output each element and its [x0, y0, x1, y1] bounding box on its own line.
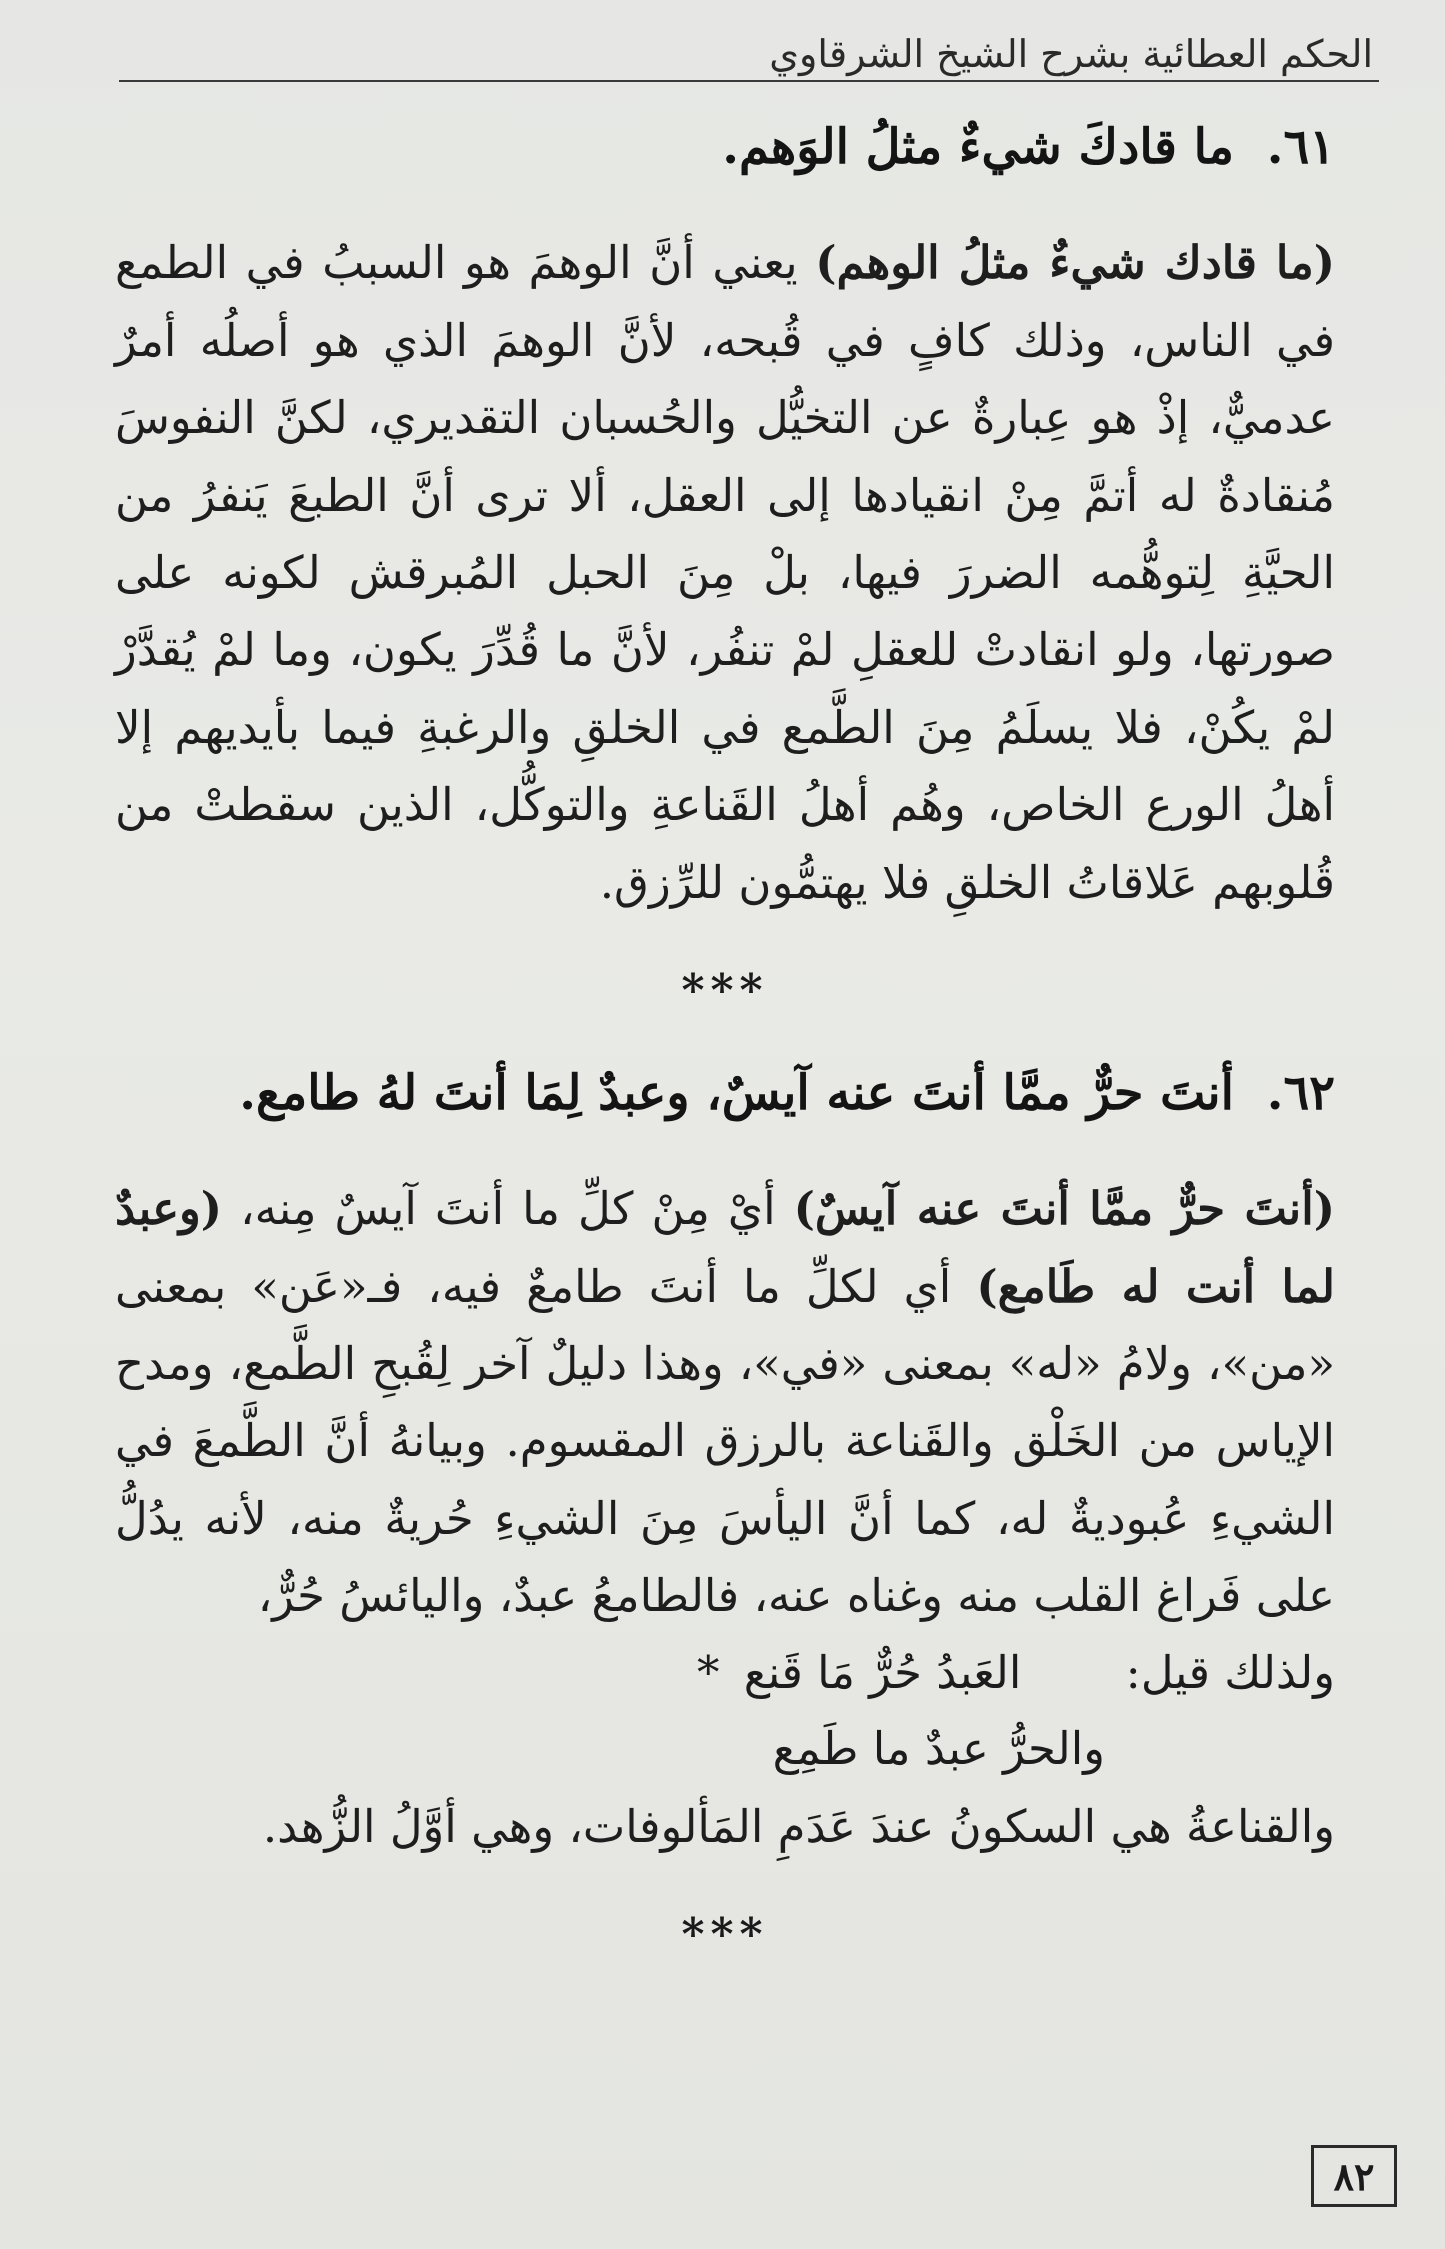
- header-rule: [119, 80, 1379, 82]
- commentary-text: أيْ مِنْ كلِّ ما أنتَ آيسٌ مِنه،: [240, 1182, 776, 1236]
- commentary-text-2: أي لكلِّ ما أنتَ طامعٌ فيه، فـ«عَن» بمعنى «من»، ولامُ «له» بمعنى «في»، وهذا دليلٌ آخر لِقُبحِ الطَّمع، ومدح الإياس من الخَلْق والقَناعة بالرزق المقسوم. وبيانهُ أنَّ الطَّمعَ في الشيءِ عُبوديةٌ له، كما أنَّ اليأسَ مِنَ الشيءِ حُريةٌ منه، لأنه يدُلُّ على فَراغ القلب منه وغناه عنه، فالطامعُ عبدٌ، واليائسُ حُرٌّ،: [115, 1259, 1335, 1623]
- verse-intro: ولذلك قيل:: [1125, 1645, 1335, 1699]
- aphorism-text: ما قادكَ شيءٌ مثلُ الوَهم.: [722, 119, 1234, 175]
- commentary-61: [115, 224, 1335, 921]
- aphorism-number: ٦١.: [1266, 119, 1335, 175]
- commentary-62: [115, 1170, 1335, 1634]
- commentary-quote: (ما قادك شيءٌ مثلُ الوهم): [815, 236, 1335, 290]
- section-separator-end: ***: [681, 1909, 769, 1961]
- running-header: الحكم العطائية بشرح الشيخ الشرقاوي: [769, 32, 1373, 76]
- verse-first-half: العَبدُ حُرٌّ مَا قَنع: [743, 1645, 1022, 1699]
- aphorism-61: [115, 110, 1335, 184]
- section-separator: ***: [681, 964, 769, 1016]
- aphorism-number: ٦٢.: [1266, 1064, 1335, 1121]
- verse-second-half: والحرُّ عبدٌ ما طَمِع: [772, 1722, 1105, 1776]
- commentary-quote-2: (وعبدٌ لما أنت له طَامع): [115, 1182, 1335, 1313]
- commentary-quote: (أنتَ حرٌّ ممَّا أنتَ عنه آيسٌ): [793, 1182, 1335, 1236]
- verse-line: [115, 1635, 1335, 1712]
- aphorism-text: أنتَ حرٌّ ممَّا أنتَ عنه آيسٌ، وعبدٌ لِمَا أنتَ لهُ طامع.: [239, 1064, 1234, 1121]
- closing-paragraph: والقناعةُ هي السكونُ عندَ عَدَمِ المَألوفات، وهي أوَّلُ الزُّهد.: [262, 1799, 1335, 1853]
- verse-separator: *: [696, 1645, 720, 1699]
- commentary-text: يعني أنَّ الوهمَ هو السببُ في الطمع في الناس، وذلك كافٍ في قُبحه، لأنَّ الوهمَ الذي هو أصلُه أمرٌ عدميٌّ، إذْ هو عِبارةٌ عن التخيُّل والحُسبان التقديري، لكنَّ النفوسَ مُنقادةٌ له أتمَّ مِنْ انقيادها إلى العقل، ألا ترى أنَّ الطبعَ يَنفرُ من الحيَّةِ لِتوهُّمه الضررَ فيها، بلْ مِنَ الحبل المُبرقش لكونه على صورتها، ولو انقادتْ للعقلِ لمْ تنفُر، لأنَّ ما قُدِّرَ يكون، وما لمْ يُقدَّرْ لمْ يكُنْ، فلا يسلَمُ مِنَ الطَّمع في الخلقِ والرغبةِ فيما بأيديهم إلا أهلُ الورع الخاص، وهُم أهلُ القَناعةِ والتوكُّل، الذين سقطتْ من قُلوبهم عَلاقاتُ الخلقِ فلا يهتمُّون للرِّزق.: [115, 236, 1335, 909]
- aphorism-62: [115, 1056, 1335, 1130]
- page-content: [115, 110, 1335, 2000]
- verse-second-line: [115, 1711, 1105, 1788]
- page-number-box: ٨٢: [1311, 2145, 1397, 2207]
